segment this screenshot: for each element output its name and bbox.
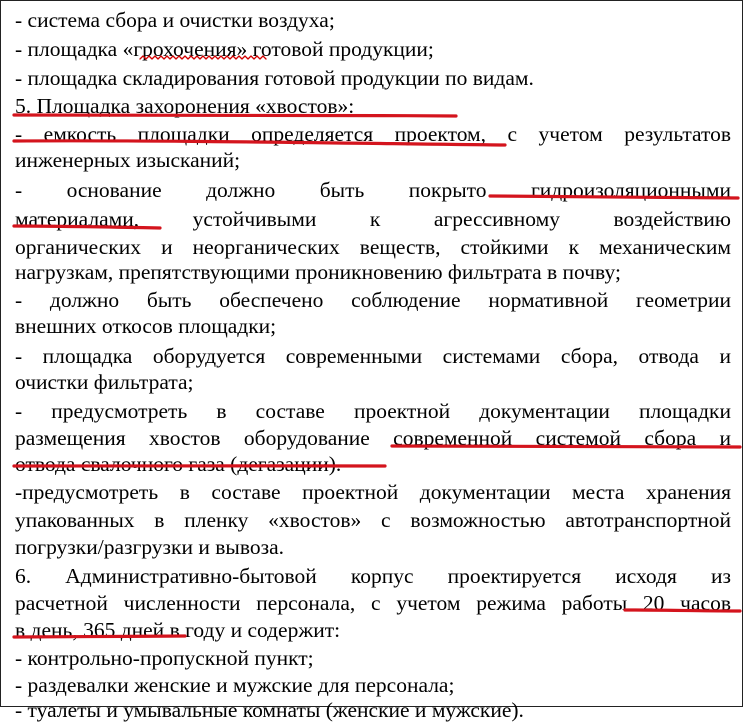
section-heading: 6. Административно-бытовой корпус проектируется исходя из — [15, 563, 731, 589]
section-heading: 5. Площадка захоронения «хвостов»: — [15, 93, 731, 119]
text-line: - раздевалки женские и мужские для персонала; — [15, 672, 731, 698]
text-line: - система сбора и очистки воздуха; — [15, 7, 731, 33]
text-line: - площадка «грохочения» готовой продукции; — [15, 36, 731, 62]
text-line: нагрузкам, препятствующими проникновению фильтрата в почву; — [15, 259, 731, 285]
text-line: внешних откосов площадки; — [15, 313, 731, 339]
text-line: органических и неорганических веществ, стойкими к механическим — [15, 234, 731, 260]
text-line: в день, 365 дней в году и содержит: — [15, 617, 731, 643]
text-line: материалами, устойчивыми к агрессивному воздействию — [15, 206, 731, 232]
text-line: отвода свалочного газа (дегазации). — [15, 451, 731, 477]
text-line: - емкость площадки определяется проектом, с учетом результатов — [15, 121, 731, 147]
text-line: - предусмотреть в составе проектной документации площадки — [15, 398, 731, 424]
text-line: погрузки/разгрузки и вывоза. — [15, 534, 731, 560]
text-line: -предусмотреть в составе проектной документации места хранения — [15, 479, 731, 505]
text-line: размещения хвостов оборудование современной системой сбора и — [15, 425, 731, 451]
text-line: - должно быть обеспечено соблюдение нормативной геометрии — [15, 287, 731, 313]
text-line: очистки фильтрата; — [15, 369, 731, 395]
text-line: - контрольно-пропускной пункт; — [15, 645, 731, 671]
text-line: - основание должно быть покрыто гидроизоляционными — [15, 177, 731, 203]
text-line: - туалеты и умывальные комнаты (женские и мужские). — [15, 697, 731, 723]
text-line: инженерных изысканий; — [15, 147, 731, 173]
text-line: - площадка складирования готовой продукции по видам. — [15, 65, 731, 91]
text-line: расчетной численности персонала, с учетом режима работы 20 часов — [15, 590, 731, 616]
text-line: упакованных в пленку «хвостов» с возможностью автотранспортной — [15, 507, 731, 533]
text-line: - площадка оборудуется современными системами сбора, отвода и — [15, 343, 731, 369]
